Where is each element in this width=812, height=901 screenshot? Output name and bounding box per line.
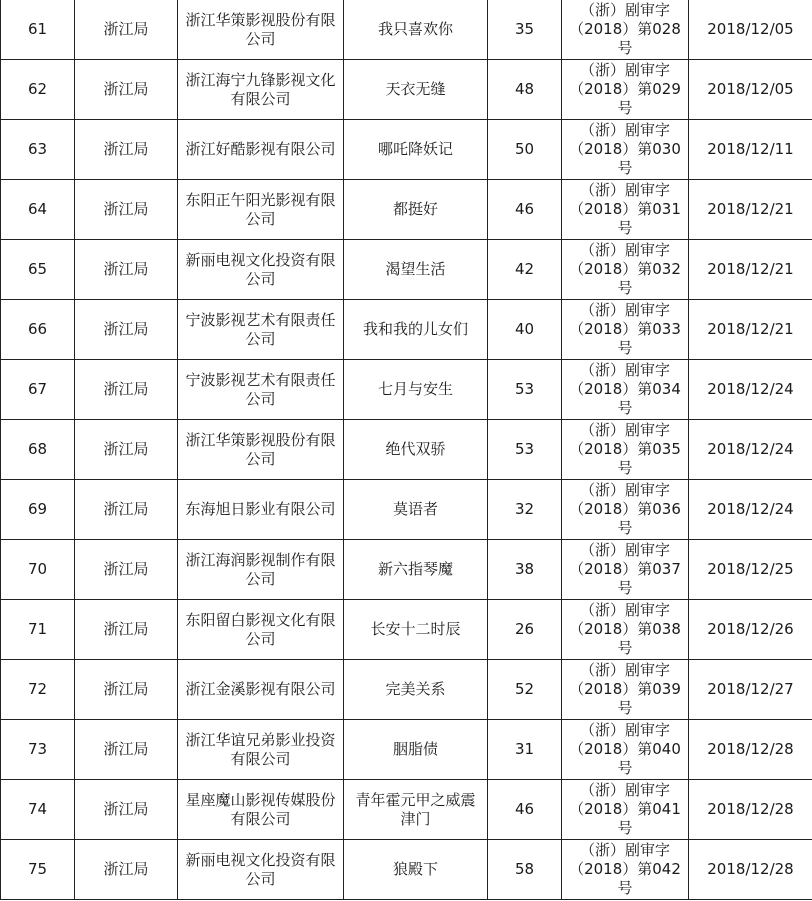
- drama-title-line: 哪吒降妖记: [377, 140, 453, 158]
- table-row: [1, 540, 812, 600]
- drama-title-cell: [344, 780, 488, 840]
- row-number-cell: 64: [1, 180, 75, 240]
- permit-number-line: （浙）剧审字: [579, 661, 670, 679]
- permit-number-line: （浙）剧审字: [579, 481, 670, 499]
- drama-title-cell: [344, 480, 488, 540]
- table-row: [1, 840, 812, 900]
- episode-count-cell: 38: [488, 540, 562, 600]
- approval-date-cell: 2018/12/28: [689, 780, 812, 840]
- company-line: 公司: [245, 29, 276, 48]
- drama-title-cell: [344, 0, 488, 60]
- company-line: 宁波影视艺术有限责任: [185, 310, 336, 329]
- drama-title-cell: [344, 240, 488, 300]
- bureau-cell: 浙江局: [75, 360, 178, 420]
- permit-number-line: （2018）第030号: [569, 140, 681, 177]
- company-line: 有限公司: [230, 89, 291, 108]
- table-row: [1, 360, 812, 420]
- company-line: 公司: [245, 629, 276, 648]
- company-line: 浙江海润影视制作有限: [185, 550, 336, 569]
- row-number-cell: 67: [1, 360, 75, 420]
- permit-number-cell: [562, 540, 689, 600]
- permit-number-line: （2018）第035号: [569, 440, 681, 477]
- company-line: 新丽电视文化投资有限: [185, 250, 336, 269]
- episode-count-cell: 31: [488, 720, 562, 780]
- drama-title-cell: [344, 300, 488, 360]
- drama-title-line: 青年霍元甲之威震: [355, 790, 476, 809]
- company-cell: [178, 240, 344, 300]
- company-line: 有限公司: [230, 749, 291, 768]
- row-number-cell: 69: [1, 480, 75, 540]
- company-line: 公司: [245, 269, 276, 288]
- permit-number-cell: [562, 360, 689, 420]
- drama-title-line: 新六指琴魔: [377, 560, 453, 578]
- permit-number-line: （2018）第036号: [569, 500, 681, 537]
- table-row: [1, 240, 812, 300]
- company-line: 浙江华谊兄弟影业投资: [185, 730, 336, 749]
- episode-count-cell: 58: [488, 840, 562, 900]
- drama-title-cell: [344, 660, 488, 720]
- company-line: 公司: [245, 329, 276, 348]
- bureau-cell: 浙江局: [75, 540, 178, 600]
- permit-number-line: （浙）剧审字: [579, 421, 670, 439]
- permit-number-line: （浙）剧审字: [579, 541, 670, 559]
- permit-number-line: （2018）第038号: [569, 620, 681, 657]
- drama-title-cell: [344, 180, 488, 240]
- bureau-cell: 浙江局: [75, 240, 178, 300]
- episode-count-cell: 53: [488, 420, 562, 480]
- episode-count-cell: 35: [488, 0, 562, 60]
- bureau-cell: 浙江局: [75, 720, 178, 780]
- company-line: 东阳正午阳光影视有限: [185, 190, 336, 209]
- episode-count-cell: 52: [488, 660, 562, 720]
- company-line: 公司: [245, 449, 276, 468]
- permit-number-line: （2018）第041号: [569, 800, 681, 837]
- company-line: 宁波影视艺术有限责任: [185, 370, 336, 389]
- permit-number-line: （浙）剧审字: [579, 241, 670, 259]
- company-cell: [178, 300, 344, 360]
- permit-number-cell: [562, 420, 689, 480]
- company-cell: [178, 540, 344, 600]
- bureau-cell: 浙江局: [75, 600, 178, 660]
- company-line: 浙江海宁九锋影视文化: [185, 70, 336, 89]
- row-number-cell: 71: [1, 600, 75, 660]
- permit-number-cell: [562, 720, 689, 780]
- table-row: [1, 780, 812, 840]
- company-line: 新丽电视文化投资有限: [185, 850, 336, 869]
- permit-number-line: （浙）剧审字: [579, 61, 670, 79]
- company-cell: [178, 0, 344, 60]
- permit-number-line: （2018）第029号: [569, 80, 681, 117]
- table-row: [1, 0, 812, 60]
- permit-number-cell: [562, 180, 689, 240]
- permit-number-line: （浙）剧审字: [579, 601, 670, 619]
- episode-count-cell: 26: [488, 600, 562, 660]
- drama-title-line: 胭脂债: [392, 740, 438, 758]
- permit-number-cell: [562, 600, 689, 660]
- row-number-cell: 70: [1, 540, 75, 600]
- company-cell: [178, 720, 344, 780]
- bureau-cell: 浙江局: [75, 780, 178, 840]
- drama-title-line: 长安十二时辰: [370, 620, 461, 638]
- row-number-cell: 63: [1, 120, 75, 180]
- permit-number-line: （浙）剧审字: [579, 361, 670, 379]
- bureau-cell: 浙江局: [75, 480, 178, 540]
- company-line: 浙江华策影视股份有限: [185, 430, 336, 449]
- company-line: 公司: [245, 869, 276, 888]
- drama-title-cell: [344, 420, 488, 480]
- permit-number-line: （2018）第039号: [569, 680, 681, 717]
- approval-date-cell: 2018/12/21: [689, 300, 812, 360]
- permit-number-cell: [562, 120, 689, 180]
- company-cell: [178, 420, 344, 480]
- row-number-cell: 61: [1, 0, 75, 60]
- row-number-cell: 66: [1, 300, 75, 360]
- company-line: 公司: [245, 389, 276, 408]
- approval-date-cell: 2018/12/24: [689, 360, 812, 420]
- permit-number-line: （2018）第042号: [569, 860, 681, 897]
- drama-title-cell: [344, 360, 488, 420]
- approval-date-cell: 2018/12/21: [689, 240, 812, 300]
- company-line: 公司: [245, 209, 276, 228]
- drama-title-cell: [344, 840, 488, 900]
- bureau-cell: 浙江局: [75, 840, 178, 900]
- company-cell: [178, 180, 344, 240]
- drama-title-line: 莫语者: [392, 500, 438, 518]
- permit-number-line: （2018）第032号: [569, 260, 681, 297]
- episode-count-cell: 53: [488, 360, 562, 420]
- table-row: [1, 480, 812, 540]
- drama-title-line: 狼殿下: [392, 860, 438, 878]
- bureau-cell: 浙江局: [75, 300, 178, 360]
- table-row: [1, 60, 812, 120]
- row-number-cell: 62: [1, 60, 75, 120]
- company-cell: [178, 780, 344, 840]
- bureau-cell: 浙江局: [75, 180, 178, 240]
- permit-number-line: （浙）剧审字: [579, 121, 670, 139]
- table-row: [1, 120, 812, 180]
- row-number-cell: 75: [1, 840, 75, 900]
- company-line: 星座魔山影视传媒股份: [185, 790, 336, 809]
- permit-number-cell: [562, 480, 689, 540]
- drama-title-line: 绝代双骄: [385, 440, 446, 458]
- approval-date-cell: 2018/12/24: [689, 480, 812, 540]
- approval-date-cell: 2018/12/21: [689, 180, 812, 240]
- drama-title-cell: [344, 60, 488, 120]
- permit-number-line: （浙）剧审字: [579, 1, 670, 19]
- approval-date-cell: 2018/12/05: [689, 60, 812, 120]
- drama-title-line: 我和我的儿女们: [362, 320, 468, 338]
- permit-number-line: （2018）第033号: [569, 320, 681, 357]
- company-line: 东阳留白影视文化有限: [185, 610, 336, 629]
- company-line: 浙江金溪影视有限公司: [185, 680, 336, 698]
- episode-count-cell: 32: [488, 480, 562, 540]
- company-cell: [178, 360, 344, 420]
- drama-title-line: 都挺好: [392, 200, 438, 218]
- row-number-cell: 73: [1, 720, 75, 780]
- bureau-cell: 浙江局: [75, 120, 178, 180]
- approval-date-cell: 2018/12/11: [689, 120, 812, 180]
- permit-number-cell: [562, 840, 689, 900]
- drama-title-line: 渴望生活: [385, 260, 446, 278]
- permit-number-line: （2018）第037号: [569, 560, 681, 597]
- permit-number-cell: [562, 0, 689, 60]
- bureau-cell: 浙江局: [75, 60, 178, 120]
- drama-title-line: 津门: [400, 809, 431, 828]
- approval-date-cell: 2018/12/24: [689, 420, 812, 480]
- permit-number-line: （2018）第031号: [569, 200, 681, 237]
- table-row: [1, 660, 812, 720]
- table-row: [1, 600, 812, 660]
- drama-title-cell: [344, 540, 488, 600]
- drama-title-cell: [344, 600, 488, 660]
- approval-date-cell: 2018/12/26: [689, 600, 812, 660]
- approval-date-cell: 2018/12/25: [689, 540, 812, 600]
- episode-count-cell: 42: [488, 240, 562, 300]
- table-row: [1, 300, 812, 360]
- company-line: 东海旭日影业有限公司: [185, 500, 336, 518]
- approval-date-cell: 2018/12/27: [689, 660, 812, 720]
- permit-number-line: （2018）第040号: [569, 740, 681, 777]
- permit-number-line: （2018）第034号: [569, 380, 681, 417]
- permit-number-line: （浙）剧审字: [579, 841, 670, 859]
- bureau-cell: 浙江局: [75, 420, 178, 480]
- company-cell: [178, 600, 344, 660]
- company-line: 浙江好酷影视有限公司: [185, 140, 336, 158]
- row-number-cell: 74: [1, 780, 75, 840]
- permit-number-cell: [562, 60, 689, 120]
- table-row: [1, 720, 812, 780]
- approval-date-cell: 2018/12/05: [689, 0, 812, 60]
- table-body: [1, 0, 812, 900]
- episode-count-cell: 46: [488, 780, 562, 840]
- approval-date-cell: 2018/12/28: [689, 840, 812, 900]
- row-number-cell: 68: [1, 420, 75, 480]
- permit-number-cell: [562, 780, 689, 840]
- permit-number-cell: [562, 300, 689, 360]
- drama-title-line: 天衣无缝: [385, 80, 446, 98]
- company-cell: [178, 480, 344, 540]
- episode-count-cell: 40: [488, 300, 562, 360]
- permit-number-cell: [562, 660, 689, 720]
- company-cell: [178, 120, 344, 180]
- company-cell: [178, 660, 344, 720]
- permit-number-line: （2018）第028号: [569, 20, 681, 57]
- approval-date-cell: 2018/12/28: [689, 720, 812, 780]
- company-line: 有限公司: [230, 809, 291, 828]
- permit-number-line: （浙）剧审字: [579, 721, 670, 739]
- company-cell: [178, 60, 344, 120]
- bureau-cell: 浙江局: [75, 0, 178, 60]
- table-row: [1, 180, 812, 240]
- drama-title-line: 我只喜欢你: [377, 20, 453, 38]
- permit-number-cell: [562, 240, 689, 300]
- drama-title-cell: [344, 120, 488, 180]
- drama-title-cell: [344, 720, 488, 780]
- permit-number-line: （浙）剧审字: [579, 781, 670, 799]
- table-row: [1, 420, 812, 480]
- drama-title-line: 完美关系: [385, 680, 446, 698]
- episode-count-cell: 46: [488, 180, 562, 240]
- company-line: 浙江华策影视股份有限: [185, 10, 336, 29]
- company-line: 公司: [245, 569, 276, 588]
- permit-number-line: （浙）剧审字: [579, 181, 670, 199]
- permit-number-line: （浙）剧审字: [579, 301, 670, 319]
- drama-title-line: 七月与安生: [377, 380, 453, 398]
- row-number-cell: 65: [1, 240, 75, 300]
- row-number-cell: 72: [1, 660, 75, 720]
- company-cell: [178, 840, 344, 900]
- episode-count-cell: 50: [488, 120, 562, 180]
- episode-count-cell: 48: [488, 60, 562, 120]
- bureau-cell: 浙江局: [75, 660, 178, 720]
